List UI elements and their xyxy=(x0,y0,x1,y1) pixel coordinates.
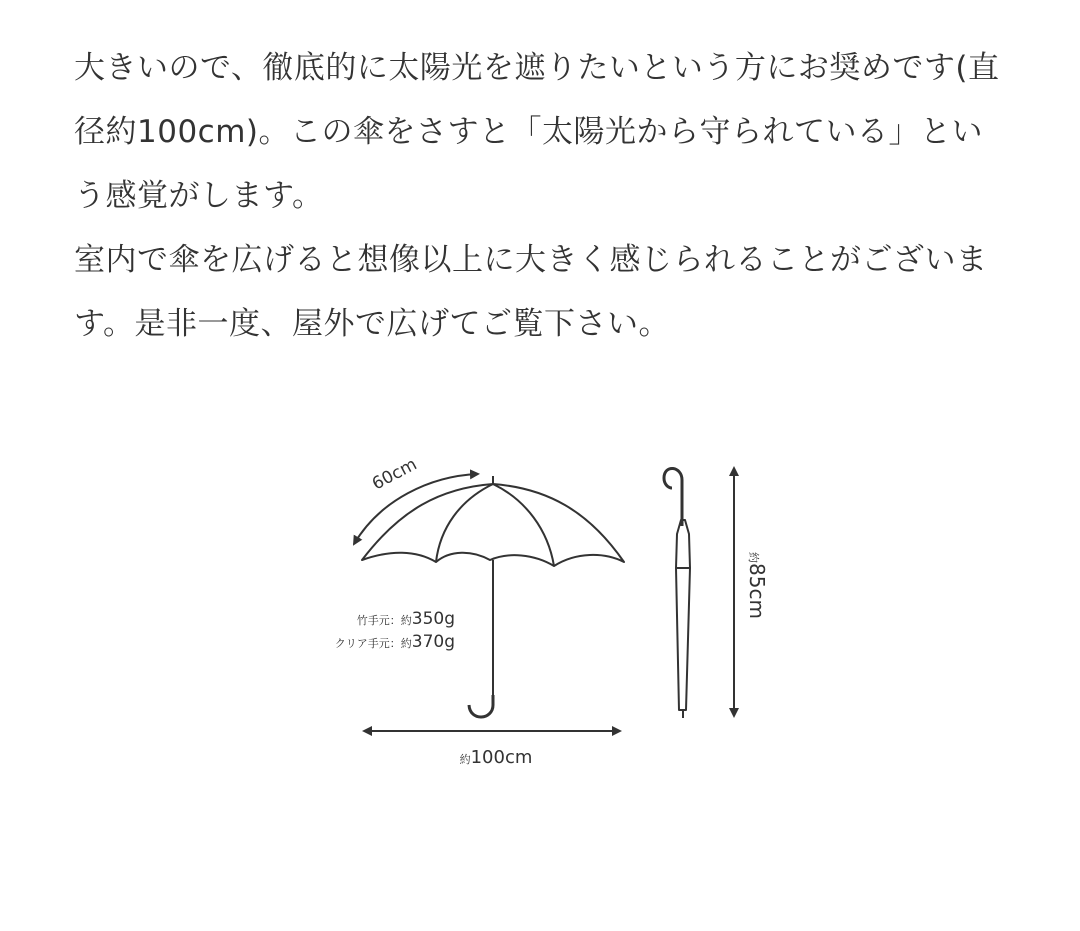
product-description xyxy=(74,36,1014,356)
svg-text:竹手元：約350g xyxy=(357,609,455,629)
closed-umbrella-icon xyxy=(664,468,690,718)
description-paragraph-1: 大きいので、徹底的に太陽光を遮りたいという方にお奨めです(直径約100cm)。この傘をさすと「太陽光から守られている」という感覚がします。 xyxy=(74,50,1000,214)
length-arrow xyxy=(734,468,769,716)
width-prefix: 約 xyxy=(459,753,471,766)
closed-canopy xyxy=(676,520,690,710)
umbrella-diagram-svg xyxy=(290,440,810,790)
width-value: 100cm xyxy=(470,747,533,768)
description-paragraph-2: 室内で傘を広げると想像以上に大きく感じられることがございます。是非一度、屋外で広げてご覧下さい。 xyxy=(74,242,988,342)
closed-handle xyxy=(664,468,682,526)
weight-clear-prefix: クリア手元：約 xyxy=(334,637,412,650)
rib-length-arrow xyxy=(354,454,478,544)
weight-clear-value: 370g xyxy=(411,632,455,652)
open-umbrella-icon xyxy=(362,476,624,717)
weight-bamboo-prefix: 竹手元：約 xyxy=(356,614,412,627)
rib-length-label: 60cm xyxy=(368,454,421,495)
width-arrow xyxy=(364,731,620,768)
svg-text:約100cm xyxy=(460,747,533,768)
canopy-rib-left xyxy=(436,484,493,562)
length-prefix: 約 xyxy=(747,552,760,563)
umbrella-handle xyxy=(469,695,493,717)
svg-text:約85cm xyxy=(745,552,769,619)
weight-bamboo-value: 350g xyxy=(411,609,455,629)
svg-text:クリア手元：約370g xyxy=(335,632,455,652)
umbrella-dimension-diagram xyxy=(290,440,810,790)
length-value: 85cm xyxy=(745,563,769,619)
weight-info xyxy=(335,609,455,652)
